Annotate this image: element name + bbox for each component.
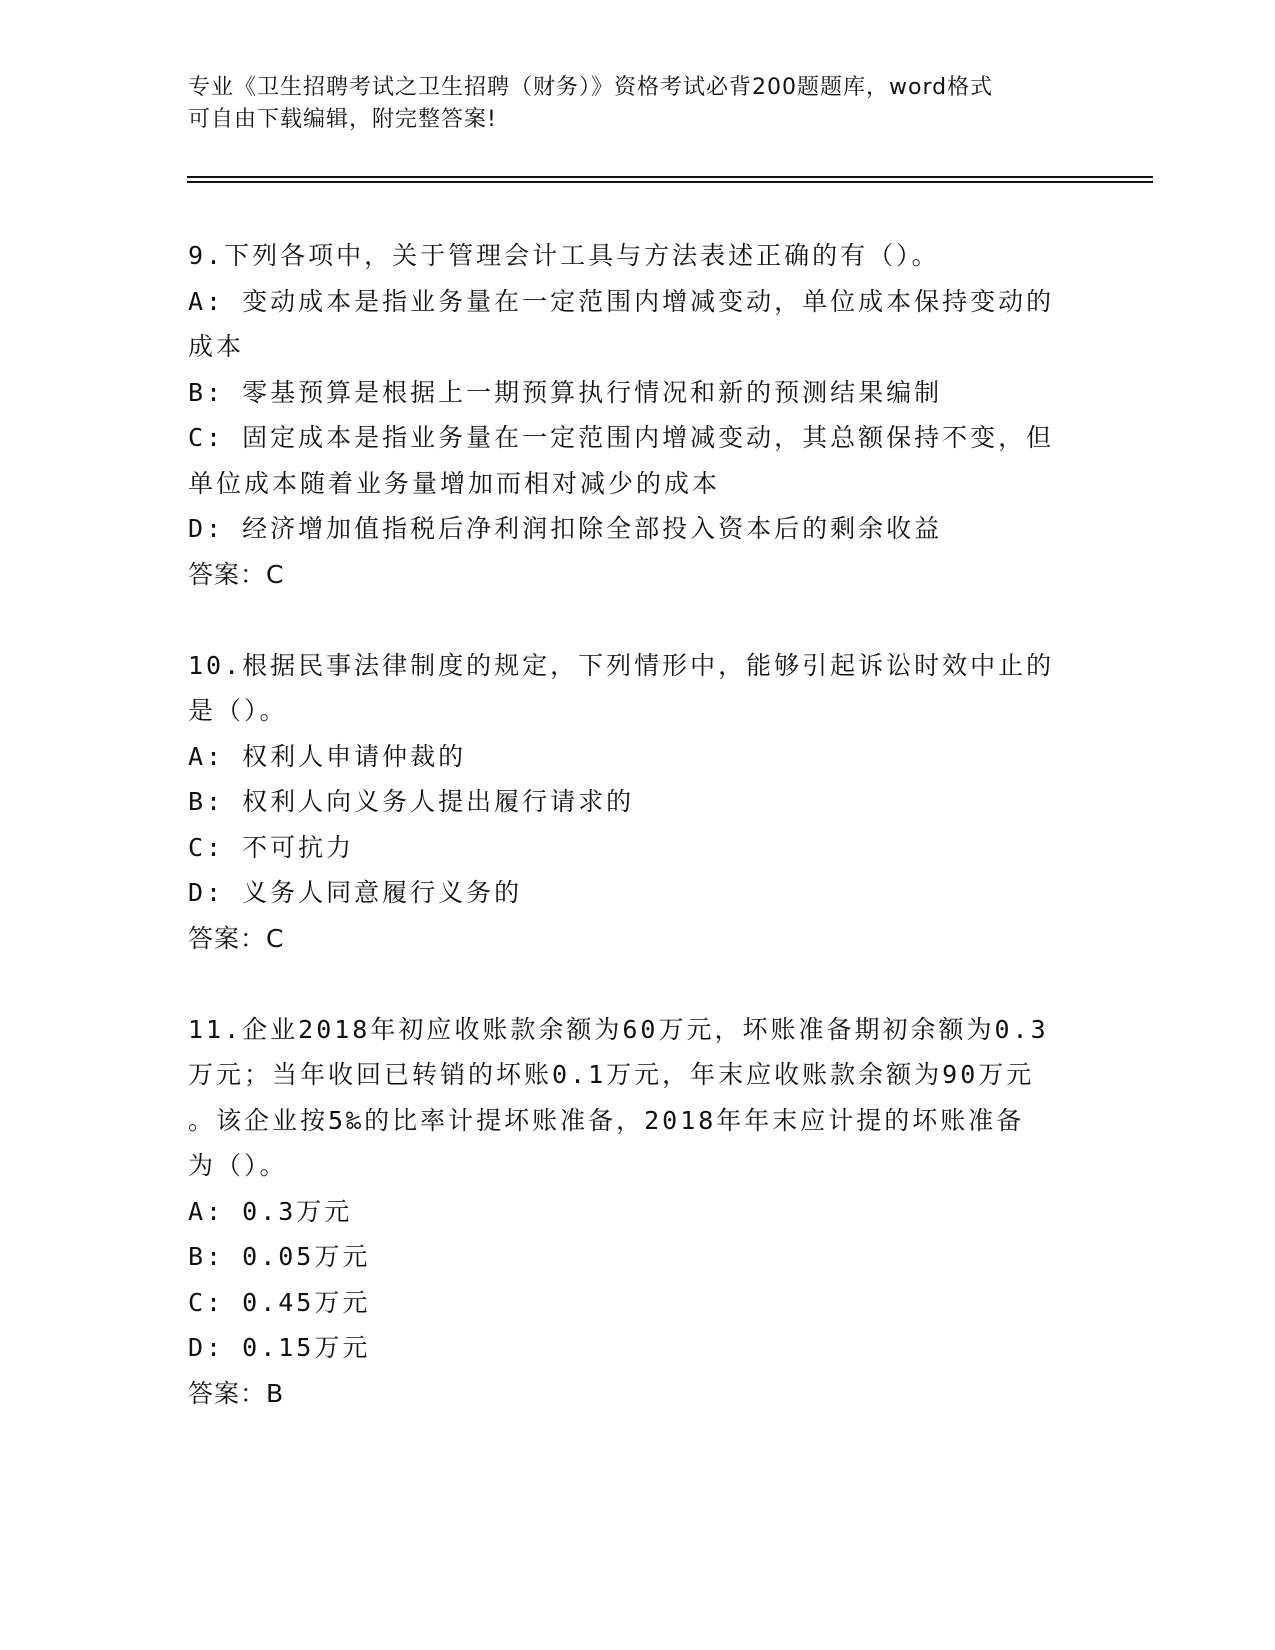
- question-stem-continued: 是（）。: [188, 696, 288, 725]
- question-list: [188, 233, 1068, 1462]
- option-d: D: 经济增加值指税后净利润扣除全部投入资本后的剩余收益: [188, 514, 943, 543]
- header-divider-top: [187, 176, 1153, 178]
- option-a: A: 变动成本是指业务量在一定范围内增减变动，单位成本保持变动的: [188, 286, 1055, 316]
- header-line-2: 可自由下载编辑，附完整答案!: [188, 107, 497, 132]
- question-10: [188, 643, 1068, 962]
- option-c: C: 0.45万元: [188, 1287, 371, 1317]
- option-c: C: 固定成本是指业务量在一定范围内增减变动，其总额保持不变，但: [188, 423, 1055, 452]
- option-b: B: 权利人向义务人提出履行请求的: [188, 787, 635, 816]
- question-stem: 9.下列各项中，关于管理会计工具与方法表述正确的有（）。: [188, 241, 940, 270]
- option-c-continued: 单位成本随着业务量增加而相对减少的成本: [188, 468, 721, 498]
- question-stem: 10.根据民事法律制度的规定，下列情形中，能够引起诉讼时效中止的: [188, 650, 1055, 680]
- option-a: A: 0.3万元: [188, 1196, 353, 1226]
- question-9: [188, 233, 1068, 597]
- option-a: A: 权利人申请仲裁的: [188, 741, 467, 771]
- question-stem-continued: 。该企业按5‰的比率计提坏账准备，2018年年末应计提的坏账准备: [188, 1105, 1025, 1135]
- document-header: [188, 72, 1068, 136]
- option-c: C: 不可抗力: [188, 832, 355, 862]
- option-d: D: 义务人同意履行义务的: [188, 878, 523, 907]
- answer-line: 答案：C: [188, 923, 285, 953]
- header-line-1: 专业《卫生招聘考试之卫生招聘（财务）》资格考试必背200题题库，word格式: [188, 75, 994, 100]
- question-stem-continued: 为（）。: [188, 1151, 288, 1180]
- option-b: B: 0.05万元: [188, 1242, 371, 1271]
- option-d: D: 0.15万元: [188, 1333, 371, 1362]
- question-stem: 11.企业2018年初应收账款余额为60万元，坏账准备期初余额为0.3: [188, 1014, 1049, 1044]
- question-11: [188, 1007, 1068, 1417]
- answer-line: 答案：B: [188, 1378, 285, 1408]
- answer-line: 答案：C: [188, 559, 285, 589]
- header-divider-bottom: [187, 181, 1153, 183]
- option-a-continued: 成本: [188, 332, 245, 361]
- option-b: B: 零基预算是根据上一期预算执行情况和新的预测结果编制: [188, 377, 943, 407]
- question-stem-continued: 万元；当年收回已转销的坏账0.1万元，年末应收账款余额为90万元: [188, 1060, 1035, 1089]
